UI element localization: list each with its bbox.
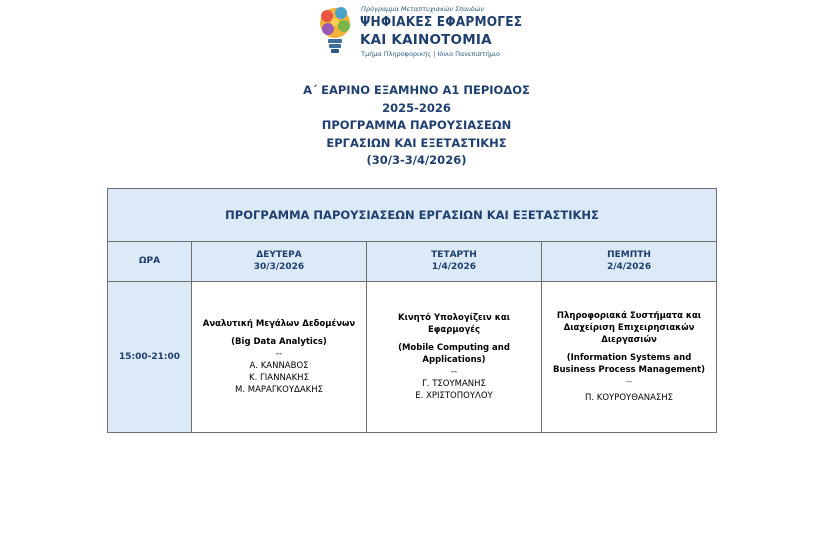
- schedule-table: [107, 188, 717, 433]
- day-name: ΔΕΥΤΕΡΑ: [256, 250, 302, 260]
- day-date: 2/4/2026: [606, 261, 652, 272]
- day-header-monday: [192, 242, 367, 282]
- course-separator: --: [275, 349, 283, 359]
- table-row: [108, 282, 717, 433]
- instructor: Α. ΚΑΝΝΑΒΟΣ: [249, 361, 309, 371]
- instructor: Π. ΚΟΥΡΟΥΘΑΝΑΣΗΣ: [584, 393, 674, 403]
- logo-subtitle: Τμήμα Πληροφορικής | Ιόνιο Πανεπιστήμιο: [361, 50, 501, 58]
- instructor: Κ. ΓΙΑΝΝΑΚΗΣ: [249, 373, 309, 383]
- day-name: ΤΕΤΑΡΤΗ: [431, 250, 477, 260]
- logo-title-line1: ΨΗΦΙΑΚΕΣ ΕΦΑΡΜΟΓΕΣ: [360, 14, 523, 30]
- heading-line-year: 2025-2026: [382, 100, 451, 115]
- time-column-header: ΩΡΑ: [108, 242, 192, 282]
- logo-title-line2: ΚΑΙ ΚΑΙΝΟΤΟΜΙΑ: [360, 32, 492, 48]
- heading-line-dates: (30/3-3/4/2026): [366, 153, 467, 167]
- logo-small-text: Πρόγραμμα Μεταπτυχιακών Σπουδών: [361, 5, 484, 13]
- course-english-name: (Information Systems and Business Process Management): [553, 353, 706, 375]
- course-cell-monday: [192, 282, 367, 433]
- course-separator: --: [450, 367, 458, 377]
- table-title: ΠΡΟΓΡΑΜΜΑ ΠΑΡΟΥΣΙΑΣΕΩΝ ΕΡΓΑΣΙΩΝ ΚΑΙ ΕΞΕΤΑΣΤΙΚΗΣ: [108, 189, 717, 242]
- heading-line-semester: Α΄ ΕΑΡΙΝΟ ΕΞΑΜΗΝΟ Α1 ΠΕΡΙΟΔΟΣ: [303, 83, 530, 97]
- day-header-wednesday: [367, 242, 542, 282]
- course-greek-name: Αναλυτική Μεγάλων Δεδομένων: [202, 319, 356, 329]
- course-separator: --: [625, 377, 633, 387]
- heading-line-exams: ΕΡΓΑΣΙΩΝ ΚΑΙ ΕΞΕΤΑΣΤΙΚΗΣ: [326, 135, 507, 150]
- day-date: 1/4/2026: [431, 261, 477, 272]
- day-header-thursday: [542, 242, 717, 282]
- course-greek-name: Κινητό Υπολογίζειν και Εφαρμογές: [397, 313, 510, 335]
- day-name: ΠΕΜΠΤΗ: [607, 250, 651, 260]
- course-english-name: (Big Data Analytics): [231, 337, 327, 347]
- lightbulb-logo-icon: [315, 2, 355, 62]
- course-cell-wednesday: [367, 282, 542, 433]
- course-cell-thursday: [542, 282, 717, 433]
- course-english-name: (Mobile Computing and Applications): [398, 343, 510, 365]
- day-date: 30/3/2026: [253, 261, 305, 272]
- instructor: Ε. ΧΡΙΣΤΟΠΟΥΛΟΥ: [415, 391, 493, 401]
- document-heading: [0, 82, 823, 170]
- table-header-row: [108, 242, 717, 282]
- instructor: Μ. ΜΑΡΑΓΚΟΥΔΑΚΗΣ: [235, 385, 323, 395]
- instructor: Γ. ΤΣΟΥΜΑΝΗΣ: [422, 379, 486, 389]
- table-title-row: [108, 189, 717, 242]
- program-logo: [313, 2, 523, 62]
- heading-line-program: ΠΡΟΓΡΑΜΜΑ ΠΑΡΟΥΣΙΑΣΕΩΝ: [321, 118, 512, 132]
- time-slot: 15:00-21:00: [108, 282, 192, 433]
- course-greek-name: Πληροφοριακά Συστήματα και Διαχείριση Επιχειρησιακών Διεργασιών: [556, 311, 702, 345]
